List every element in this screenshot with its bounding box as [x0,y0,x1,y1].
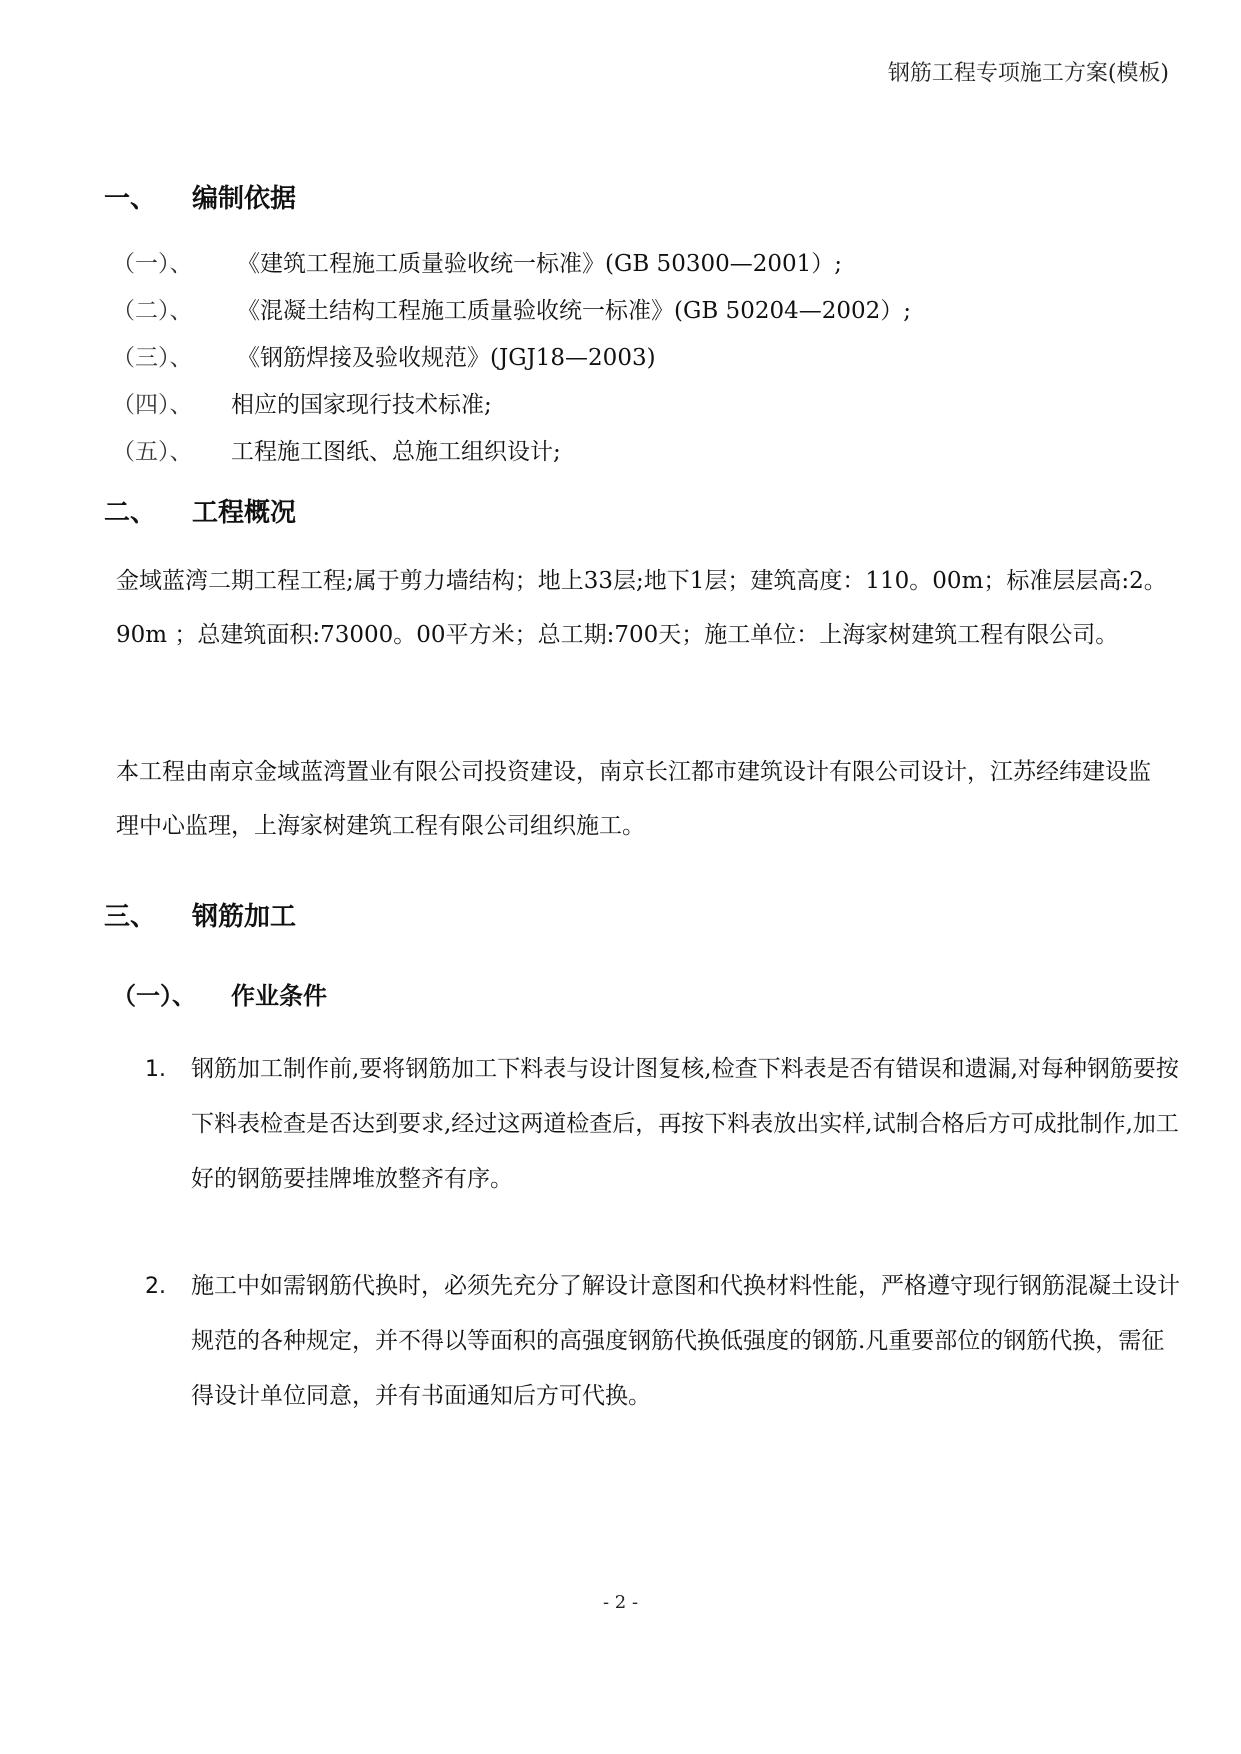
section-number: 二、 [104,498,157,528]
reference-item [112,386,492,419]
reference-item [112,433,561,466]
reference-item [112,245,842,278]
reference-item [112,339,656,372]
overview-paragraph-1: 金域蓝湾二期工程工程;属于剪力墙结构；地上33层;地下1层；建筑高度：110。00m；标准层层高:2。90m ；总建筑面积:73000。00平方米；总工期:700天；施工单位：上海家树建筑工程有限公司。 [116,568,1167,648]
reference-number: （一）、 [112,251,193,277]
overview-paragraph-2: 本工程由南京金域蓝湾置业有限公司投资建设，南京长江都市建筑设计有限公司设计，江苏经纬建设监理中心监理，上海家树建筑工程有限公司组织施工。 [116,759,1151,839]
reference-number: （四）、 [112,392,193,418]
reference-number: （三）、 [112,345,193,371]
list-number: 2. [145,1274,166,1299]
page-number: - 2 - [602,1592,639,1613]
section-heading-3 [104,896,296,933]
page-header: 钢筋工程专项施工方案(模板) [887,61,1169,86]
section-title: 编制依据 [192,184,297,214]
section-number: 一、 [104,184,157,214]
reference-number: （五）、 [112,439,193,465]
reference-text: 工程施工图纸、总施工组织设计; [231,439,561,465]
section-title: 钢筋加工 [192,902,297,932]
reference-item [112,292,911,325]
section-number: 三、 [104,902,157,932]
subsection-number: （一）、 [112,982,196,1010]
list-item [145,1259,1185,1424]
list-text: 施工中如需钢筋代换时，必须先充分了解设计意图和代换材料性能，严格遵守现行钢筋混凝土设计规范的各种规定，并不得以等面积的高强度钢筋代换低强度的钢筋.凡重要部位的钢筋代换，需征得设计单位同意，并有书面通知后方可代换。 [191,1273,1180,1409]
list-item [145,1042,1185,1207]
reference-text: 相应的国家现行技术标准; [231,392,492,418]
subsection-heading [112,976,327,1011]
reference-text: 《混凝土结构工程施工质量验收统一标准》(GB 50204—2002）; [237,298,912,324]
section-title: 工程概况 [192,498,297,528]
subsection-title: 作业条件 [231,982,327,1010]
reference-text: 《钢筋焊接及验收规范》(JGJ18—2003) [237,345,656,371]
list-number: 1. [145,1057,166,1082]
reference-text: 《建筑工程施工质量验收统一标准》(GB 50300—2001）; [237,251,843,277]
reference-number: （二）、 [112,298,193,324]
list-text: 钢筋加工制作前,要将钢筋加工下料表与设计图复核,检查下料表是否有错误和遗漏,对每种钢筋要按下料表检查是否达到要求,经过这两道检查后，再按下料表放出实样,试制合格后方可成批制作,加工好的钢筋要挂牌堆放整齐有序。 [191,1056,1179,1192]
section-heading-2 [104,492,296,529]
section-heading-1 [104,178,296,215]
